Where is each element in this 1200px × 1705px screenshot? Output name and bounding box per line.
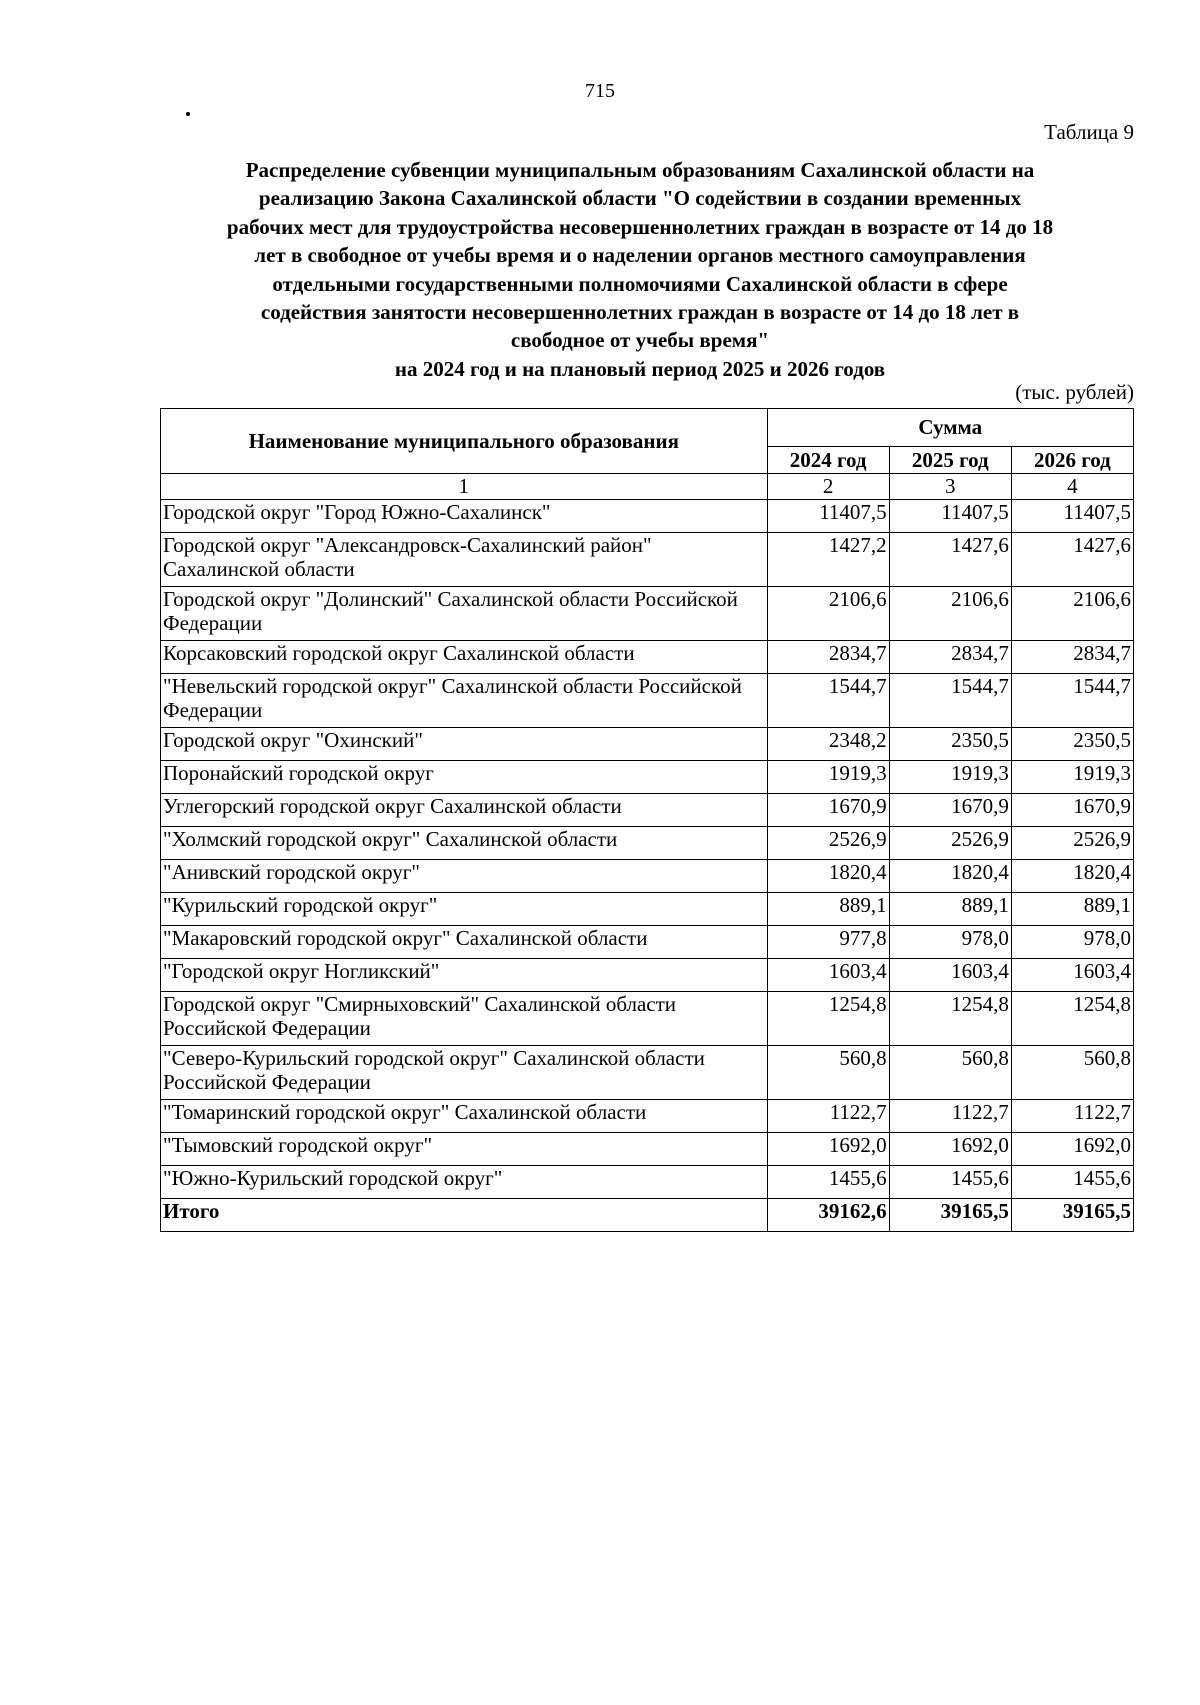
value-2025: 1122,7	[889, 1099, 1011, 1132]
value-2026: 889,1	[1011, 892, 1133, 925]
value-2025: 1919,3	[889, 760, 1011, 793]
municipality-name: "Макаровский городской округ" Сахалинской области	[161, 925, 768, 958]
value-2026: 1544,7	[1011, 673, 1133, 727]
value-2024: 1455,6	[767, 1165, 889, 1198]
value-2025: 2350,5	[889, 727, 1011, 760]
value-2026: 2834,7	[1011, 640, 1133, 673]
municipality-name: "Томаринский городской округ" Сахалинской области	[161, 1099, 768, 1132]
table-row	[161, 859, 1134, 892]
value-2024: 1692,0	[767, 1132, 889, 1165]
municipality-name: "Невельский городской округ" Сахалинской области Российской Федерации	[161, 673, 768, 727]
title-line: реализацию Закона Сахалинской области "О содействии в создании временных	[258, 186, 1022, 211]
table-row	[161, 1132, 1134, 1165]
table-row	[161, 760, 1134, 793]
municipality-name: "Тымовский городской округ"	[161, 1132, 768, 1165]
total-value: 39165,5	[889, 1198, 1011, 1231]
municipality-name: Городской округ "Охинский"	[161, 727, 768, 760]
municipality-name: Корсаковский городской округ Сахалинской области	[161, 640, 768, 673]
value-2025: 2834,7	[889, 640, 1011, 673]
value-2024: 2106,6	[767, 586, 889, 640]
municipality-name: Городской округ "Город Южно-Сахалинск"	[161, 499, 768, 532]
title-line: содействия занятости несовершеннолетних граждан в возрасте от 14 до 18 лет в	[260, 300, 1020, 325]
table-header-row	[161, 409, 1134, 447]
value-2025: 1603,4	[889, 958, 1011, 991]
table-row	[161, 673, 1134, 727]
value-2026: 2350,5	[1011, 727, 1133, 760]
value-2026: 1670,9	[1011, 793, 1133, 826]
value-2025: 1544,7	[889, 673, 1011, 727]
table-row	[161, 958, 1134, 991]
table-label: Таблица 9	[1044, 120, 1134, 144]
title-line: рабочих мест для трудоустройства несовершеннолетних граждан в возрасте от 14 до 18	[226, 214, 1054, 239]
value-2024: 11407,5	[767, 499, 889, 532]
value-2025: 1254,8	[889, 991, 1011, 1045]
value-2024: 560,8	[767, 1045, 889, 1099]
table-row	[161, 640, 1134, 673]
header-year: 2025 год	[889, 447, 1011, 474]
total-label: Итого	[161, 1198, 768, 1231]
value-2025: 978,0	[889, 925, 1011, 958]
value-2025: 2106,6	[889, 586, 1011, 640]
table-row	[161, 991, 1134, 1045]
value-2025: 1670,9	[889, 793, 1011, 826]
table-row	[161, 1099, 1134, 1132]
municipality-name: Городской округ "Смирныховский" Сахалинской области Российской Федерации	[161, 991, 768, 1045]
municipality-name: "Анивский городской округ"	[161, 859, 768, 892]
value-2025: 1455,6	[889, 1165, 1011, 1198]
value-2024: 1820,4	[767, 859, 889, 892]
table-row	[161, 532, 1134, 586]
value-2026: 2526,9	[1011, 826, 1133, 859]
value-2026: 1254,8	[1011, 991, 1133, 1045]
value-2024: 2834,7	[767, 640, 889, 673]
speck-mark	[186, 112, 190, 116]
value-2026: 1820,4	[1011, 859, 1133, 892]
value-2024: 1122,7	[767, 1099, 889, 1132]
table-body	[161, 474, 1134, 1199]
column-number: 1	[161, 474, 768, 500]
total-value: 39165,5	[1011, 1198, 1133, 1231]
municipality-name: "Курильский городской округ"	[161, 892, 768, 925]
title-line: Распределение субвенции муниципальным образованиям Сахалинской области на	[245, 158, 1035, 182]
value-2025: 1820,4	[889, 859, 1011, 892]
header-sum: Сумма	[767, 409, 1133, 447]
table-row	[161, 499, 1134, 532]
document-title	[150, 156, 1130, 383]
value-2026: 1692,0	[1011, 1132, 1133, 1165]
value-2026: 560,8	[1011, 1045, 1133, 1099]
title-line: лет в свободное от учебы время и о наделении органов местного самоуправления	[254, 243, 1026, 268]
value-2026: 1122,7	[1011, 1099, 1133, 1132]
column-number: 2	[767, 474, 889, 500]
column-number: 3	[889, 474, 1011, 500]
title-line: отдельными государственными полномочиями Сахалинской области в сфере	[272, 271, 1008, 296]
total-row	[161, 1198, 1134, 1231]
header-year: 2024 год	[767, 447, 889, 474]
table-row	[161, 793, 1134, 826]
table-row	[161, 925, 1134, 958]
units-label: (тыс. рублей)	[1015, 380, 1134, 404]
value-2026: 978,0	[1011, 925, 1133, 958]
value-2024: 2348,2	[767, 727, 889, 760]
municipality-name: "Холмский городской округ" Сахалинской области	[161, 826, 768, 859]
value-2025: 889,1	[889, 892, 1011, 925]
municipality-name: Городской округ "Александровск-Сахалинский район" Сахалинской области	[161, 532, 768, 586]
value-2024: 1544,7	[767, 673, 889, 727]
value-2024: 1603,4	[767, 958, 889, 991]
value-2025: 2526,9	[889, 826, 1011, 859]
table-row	[161, 826, 1134, 859]
value-2025: 11407,5	[889, 499, 1011, 532]
municipality-name: Углегорский городской округ Сахалинской области	[161, 793, 768, 826]
municipality-name: Городской округ "Долинский" Сахалинской области Российской Федерации	[161, 586, 768, 640]
value-2026: 2106,6	[1011, 586, 1133, 640]
table-row	[161, 727, 1134, 760]
subvention-table	[160, 408, 1134, 1232]
value-2025: 560,8	[889, 1045, 1011, 1099]
value-2024: 2526,9	[767, 826, 889, 859]
value-2024: 1427,2	[767, 532, 889, 586]
value-2024: 1254,8	[767, 991, 889, 1045]
table-row	[161, 586, 1134, 640]
header-name: Наименование муниципального образования	[161, 409, 768, 474]
value-2024: 1670,9	[767, 793, 889, 826]
header-year: 2026 год	[1011, 447, 1133, 474]
value-2026: 1919,3	[1011, 760, 1133, 793]
value-2024: 1919,3	[767, 760, 889, 793]
municipality-name: Поронайский городской округ	[161, 760, 768, 793]
value-2026: 1603,4	[1011, 958, 1133, 991]
value-2025: 1692,0	[889, 1132, 1011, 1165]
column-number-row	[161, 474, 1134, 500]
total-value: 39162,6	[767, 1198, 889, 1231]
table-row	[161, 1165, 1134, 1198]
table-row	[161, 1045, 1134, 1099]
value-2024: 977,8	[767, 925, 889, 958]
title-line: на 2024 год и на плановый период 2025 и 2026 годов	[394, 356, 886, 381]
title-line: свободное от учебы время"	[510, 328, 770, 353]
value-2026: 11407,5	[1011, 499, 1133, 532]
page-number: 715	[585, 80, 615, 102]
value-2026: 1427,6	[1011, 532, 1133, 586]
table-row	[161, 892, 1134, 925]
value-2026: 1455,6	[1011, 1165, 1133, 1198]
municipality-name: "Южно-Курильский городской округ"	[161, 1165, 768, 1198]
column-number: 4	[1011, 474, 1133, 500]
value-2024: 889,1	[767, 892, 889, 925]
municipality-name: "Северо-Курильский городской округ" Сахалинской области Российской Федерации	[161, 1045, 768, 1099]
value-2025: 1427,6	[889, 532, 1011, 586]
municipality-name: "Городской округ Ногликский"	[161, 958, 768, 991]
